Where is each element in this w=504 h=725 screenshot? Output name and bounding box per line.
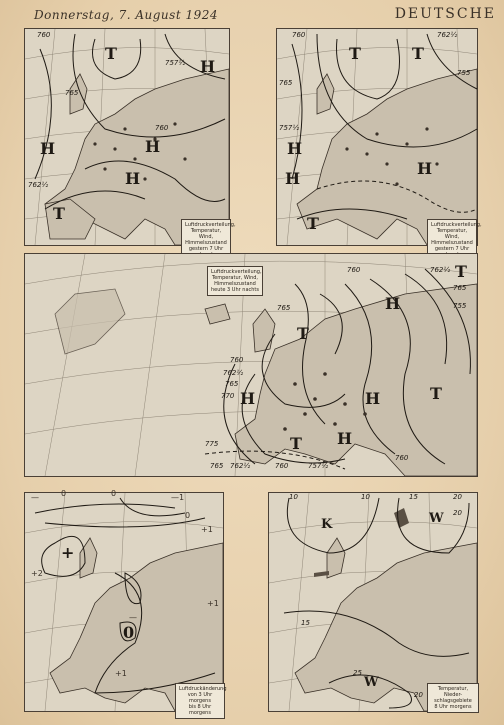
isobar-label: 765 [65, 89, 79, 97]
isobar-label: 762½ [430, 266, 451, 274]
temperature-label: 20 [414, 691, 423, 699]
isobar-label: 770 [221, 392, 235, 400]
isobar-label: 762½ [230, 462, 251, 470]
pressure-center-label: H [365, 389, 381, 408]
pressure-center-label: H [337, 429, 353, 448]
pressure-center-label: H [385, 294, 401, 313]
pressure-center-label: T [455, 262, 467, 281]
isobar-label: 755 [457, 69, 471, 77]
isobar-label: 775 [205, 440, 219, 448]
pressure-center-label: H [417, 159, 433, 178]
isobar-label: 760 [37, 31, 51, 39]
pressure-center-label: T [290, 434, 302, 453]
isobar-label: 765 [277, 304, 291, 312]
issue-date: Donnerstag, 7. August 1924 [34, 8, 218, 22]
pressure-center-label: T [412, 44, 424, 63]
temperature-label: 15 [409, 493, 418, 501]
temperature-label: 20 [453, 509, 462, 517]
map-middle [24, 253, 478, 477]
isobar-label: 765 [225, 380, 239, 388]
isobar-label: 760 [395, 454, 409, 462]
pressure-center-label: T [105, 44, 117, 63]
temperature-label: 10 [361, 493, 370, 501]
pressure-center-label: T [53, 204, 65, 223]
pressure-change-mark: 0 [61, 489, 67, 498]
isobar-label: 765 [210, 462, 224, 470]
temperature-label: 20 [453, 493, 462, 501]
pressure-center-label: H [200, 57, 216, 76]
pressure-center-label: H [285, 169, 301, 188]
map-caption: Luftdruckverteilung, Temperatur, Wind, Himmelszustand gestern 7 Uhr [427, 219, 477, 261]
map-caption: Luftdruckänderung von 3 Uhr morgens bis 8 Uhr morgens [175, 683, 225, 719]
pressure-center-label: T [307, 214, 319, 233]
pressure-change-mark: 0 [111, 489, 117, 498]
europe-weather-map-graphic [277, 29, 477, 245]
pressure-change-mark: +2 [31, 569, 43, 578]
isobar-label: 755 [453, 302, 467, 310]
newspaper-title: DEUTSCHE [394, 6, 496, 22]
region-mark: W [429, 511, 444, 526]
pressure-change-mark: 0 [123, 623, 135, 642]
map-top-right [276, 28, 482, 252]
isobar-label: 765 [279, 79, 293, 87]
pressure-center-label: T [349, 44, 361, 63]
map-top-left [24, 28, 236, 252]
isobar-label: 760 [155, 124, 169, 132]
isobar-label: 760 [275, 462, 289, 470]
isobar-label: 762½ [437, 31, 458, 39]
pressure-center-label: H [240, 389, 256, 408]
map-caption: Luftdruckverteilung, Temperatur, Wind, Himmelszustand gestern 7 Uhr [181, 219, 231, 261]
region-mark: W [364, 675, 379, 690]
pressure-center-label: H [125, 169, 141, 188]
pressure-change-mark: — [31, 493, 39, 502]
temperature-label: 15 [301, 619, 310, 627]
pressure-change-mark: — [129, 613, 137, 622]
pressure-center-label: H [287, 139, 303, 158]
pressure-change-mark: +1 [207, 599, 219, 608]
pressure-center-label: H [40, 139, 56, 158]
isobar-label: 762½ [28, 181, 49, 189]
isobar-label: 760 [292, 31, 306, 39]
temperature-label: 10 [289, 493, 298, 501]
isobar-label: 765 [453, 284, 467, 292]
map-bottom-right [268, 492, 478, 712]
isobar-label: 757½ [308, 462, 329, 470]
pressure-change-mark: +1 [201, 525, 213, 534]
pressure-center-label: T [297, 324, 309, 343]
isobar-label: 757½ [165, 59, 186, 67]
region-mark: K [321, 517, 333, 532]
pressure-change-mark: —1 [171, 493, 185, 502]
europe-weather-map-graphic [25, 493, 223, 711]
pressure-center-label: H [145, 137, 161, 156]
map-caption: Luftdruckverteilung, Temperatur, Wind, Himmelszustand heute 3 Uhr nachts [207, 266, 263, 296]
map-caption: Temperatur, Nieder- schlagsgebiete 8 Uhr morgens [427, 683, 479, 713]
isobar-label: 762½ [223, 369, 244, 377]
isobar-label: 760 [230, 356, 244, 364]
pressure-change-mark: +1 [115, 669, 127, 678]
isobar-label: 757½ [279, 124, 300, 132]
pressure-change-mark: 0 [185, 511, 191, 520]
isobar-label: 760 [347, 266, 361, 274]
pressure-center-label: T [430, 384, 442, 403]
temperature-label: 25 [353, 669, 362, 677]
map-bottom-left [24, 489, 227, 716]
pressure-change-mark: + [61, 543, 75, 562]
